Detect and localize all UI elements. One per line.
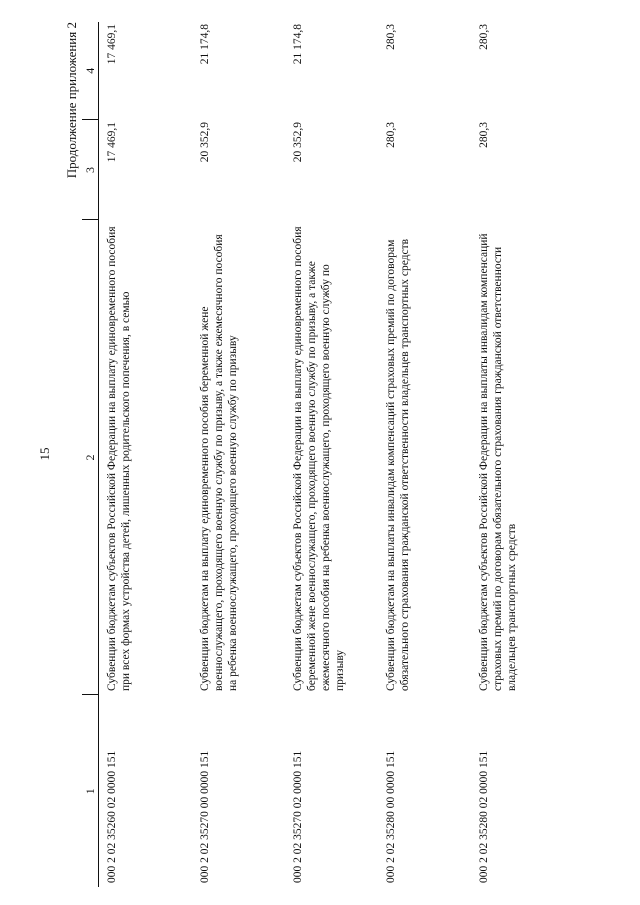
- row-name: Субвенции бюджетам на выплаты инвалидам компенсаций страховых премий по договорам обязательного страхования гражданской ответственности владельцев транспортных средств: [385, 238, 411, 691]
- row-name: Субвенции бюджетам субъектов Российской Федерации на выплату единовременного пособия беременной жене военнослужащего, проходящего военную службу по призыву, а также ежемесячного пособия на ребенка военнослужащего, проходящего военную службу по призыву: [292, 226, 346, 691]
- row-value-col3: 280,3: [478, 122, 490, 148]
- row-value-col4: 21 174,8: [292, 24, 304, 65]
- table-row: [471, 22, 587, 887]
- table-header-row: [82, 22, 99, 887]
- column-header-3: 3: [82, 120, 99, 220]
- row-name: Субвенции бюджетам субъектов Российской Федерации на выплаты инвалидам компенсаций страховых премий по договорам обязательного страхования гражданской ответственности владельцев транспортных средств: [478, 233, 518, 691]
- row-value-col3: 17 469,1: [106, 122, 118, 163]
- continuation-label: Продолжение приложения 2: [64, 22, 79, 179]
- row-name: Субвенции бюджетам на выплату единовременного пособия беременной жене военнослужащего, проходящего военную службу по призыву, а также ежемесячного пособия на ребенка военнослужащего, проходящего военную службу по призыву: [199, 234, 239, 691]
- row-value-col3: 20 352,9: [292, 122, 304, 163]
- row-code: 000 2 02 35270 02 0000 151: [292, 750, 304, 883]
- row-value-col4: 21 174,8: [199, 24, 211, 65]
- table-row: [378, 22, 471, 887]
- row-code: 000 2 02 35280 02 0000 151: [478, 750, 490, 883]
- row-value-col4: 280,3: [385, 24, 397, 50]
- column-header-4: 4: [82, 22, 99, 120]
- row-code: 000 2 02 35260 02 0000 151: [106, 750, 118, 883]
- column-header-2: 2: [82, 220, 99, 695]
- row-value-col4: 17 469,1: [106, 24, 118, 65]
- table-row: [99, 22, 193, 887]
- table-row: [192, 22, 285, 887]
- row-code: 000 2 02 35280 00 0000 151: [385, 750, 397, 883]
- table-row: [285, 22, 378, 887]
- budget-table: [82, 22, 587, 887]
- row-value-col3: 20 352,9: [199, 122, 211, 163]
- row-name: Субвенции бюджетам субъектов Российской Федерации на выплату единовременного пособия при всех формах устройства детей, лишенных родительского попечения, в семью: [106, 226, 132, 691]
- row-value-col4: 280,3: [478, 24, 490, 50]
- rotated-page-content: [62, 22, 617, 887]
- page-number: 15: [37, 447, 52, 461]
- row-value-col3: 280,3: [385, 122, 397, 148]
- column-header-1: 1: [82, 695, 99, 887]
- row-code: 000 2 02 35270 00 0000 151: [199, 750, 211, 883]
